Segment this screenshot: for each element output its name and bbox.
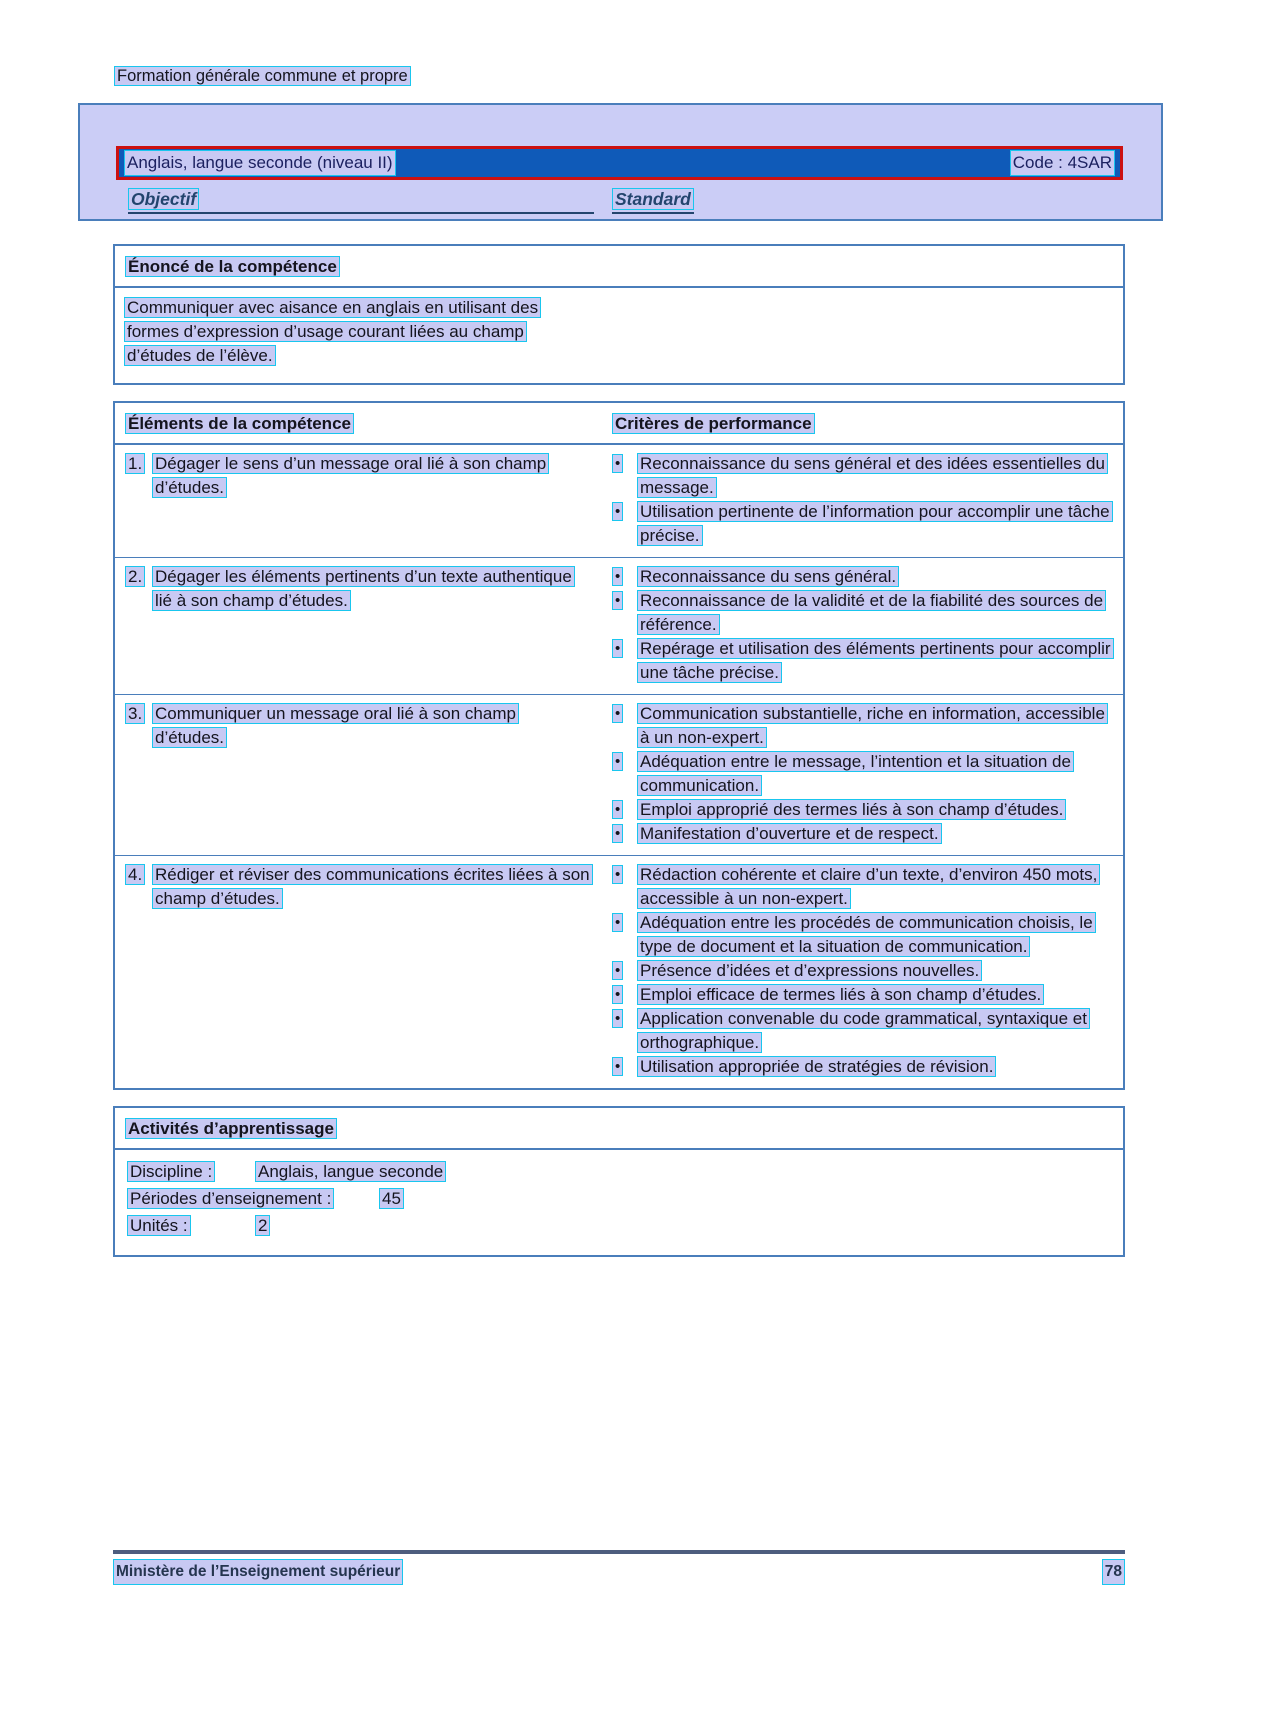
criterion-item bbox=[612, 822, 1113, 846]
bullet-icon: • bbox=[612, 752, 623, 771]
activity-label: Discipline : bbox=[127, 1161, 215, 1182]
criterion-item bbox=[612, 702, 1113, 750]
table-row bbox=[115, 855, 1123, 1088]
course-title-bar bbox=[116, 146, 1123, 180]
bullet-icon: • bbox=[612, 1009, 623, 1028]
criterion-text: Manifestation d’ouverture et de respect. bbox=[637, 823, 942, 844]
criterion-text: Reconnaissance de la validité et de la fiabilité des sources de référence. bbox=[637, 590, 1106, 635]
criterion-item bbox=[612, 637, 1113, 685]
objectif-column-header bbox=[128, 188, 594, 214]
bullet-icon: • bbox=[612, 824, 623, 843]
running-header bbox=[114, 64, 1275, 88]
criteres-heading-text: Critères de performance bbox=[612, 413, 815, 434]
bullet-icon: • bbox=[612, 591, 623, 610]
element-number: 1. bbox=[125, 453, 145, 474]
bullet-icon: • bbox=[612, 1057, 623, 1076]
column-headers-row bbox=[116, 188, 1123, 214]
enonce-heading-text: Énoncé de la compétence bbox=[125, 256, 340, 277]
criterion-text: Emploi efficace de termes liés à son champ d’études. bbox=[637, 984, 1044, 1005]
activity-item bbox=[115, 1185, 1123, 1212]
activities-heading bbox=[115, 1108, 1123, 1150]
criterion-item bbox=[612, 863, 1113, 911]
elements-heading bbox=[125, 412, 612, 436]
criterion-text: Reconnaissance du sens général. bbox=[637, 566, 899, 587]
criteria-cell bbox=[612, 452, 1113, 548]
element-cell bbox=[125, 565, 612, 685]
element-number: 3. bbox=[125, 703, 145, 724]
bullet-icon: • bbox=[612, 704, 623, 723]
objectif-label: Objectif bbox=[128, 188, 199, 210]
activities-heading-text: Activités d’apprentissage bbox=[125, 1118, 337, 1139]
running-header-text: Formation générale commune et propre bbox=[114, 66, 411, 86]
criterion-text: Utilisation appropriée de stratégies de révision. bbox=[637, 1056, 996, 1077]
activity-value: 45 bbox=[379, 1188, 404, 1209]
bullet-icon: • bbox=[612, 502, 623, 521]
criterion-item bbox=[612, 452, 1113, 500]
bullet-icon: • bbox=[612, 961, 623, 980]
page-footer bbox=[113, 1550, 1125, 1585]
elements-heading-text: Éléments de la compétence bbox=[125, 413, 354, 434]
enonce-text: Communiquer avec aisance en anglais en utilisant des formes d’expression d’usage courant liées au champ d’études de l’élève. bbox=[124, 297, 541, 366]
element-text: Dégager les éléments pertinents d’un texte authentique lié à son champ d’études. bbox=[152, 566, 575, 611]
criterion-item bbox=[612, 1007, 1113, 1055]
page-number: 78 bbox=[1102, 1559, 1125, 1585]
criterion-text: Utilisation pertinente de l’information pour accomplir une tâche précise. bbox=[637, 501, 1113, 546]
criterion-text: Présence d’idées et d’expressions nouvelles. bbox=[637, 960, 982, 981]
bullet-icon: • bbox=[612, 865, 623, 884]
bullet-icon: • bbox=[612, 454, 623, 473]
bullet-icon: • bbox=[612, 800, 623, 819]
criterion-text: Repérage et utilisation des éléments pertinents pour accomplir une tâche précise. bbox=[637, 638, 1114, 683]
element-cell bbox=[125, 863, 612, 1079]
criterion-item bbox=[612, 983, 1113, 1007]
activity-label: Périodes d’enseignement : bbox=[127, 1188, 334, 1209]
element-number: 4. bbox=[125, 864, 145, 885]
criterion-text: Rédaction cohérente et claire d’un texte, d’environ 450 mots, accessible à un non-expert. bbox=[637, 864, 1100, 909]
standard-column-header bbox=[612, 188, 694, 214]
table-row bbox=[115, 557, 1123, 694]
criterion-item bbox=[612, 589, 1113, 637]
element-text: Rédiger et réviser des communications écrites liées à son champ d’études. bbox=[152, 864, 593, 909]
criterion-item bbox=[612, 798, 1113, 822]
criteria-cell bbox=[612, 565, 1113, 685]
element-number: 2. bbox=[125, 566, 145, 587]
course-code: Code : 4SAR bbox=[1010, 150, 1115, 176]
bullet-icon: • bbox=[612, 985, 623, 1004]
bullet-icon: • bbox=[612, 913, 623, 932]
criterion-item bbox=[612, 750, 1113, 798]
enonce-box bbox=[113, 244, 1125, 385]
competence-table bbox=[113, 401, 1125, 1090]
criterion-text: Reconnaissance du sens général et des idées essentielles du message. bbox=[637, 453, 1108, 498]
competence-table-header bbox=[115, 403, 1123, 445]
bullet-icon: • bbox=[612, 567, 623, 586]
footer-ministry: Ministère de l’Enseignement supérieur bbox=[113, 1559, 403, 1585]
element-cell bbox=[125, 452, 612, 548]
criteria-cell bbox=[612, 702, 1113, 846]
activity-label: Unités : bbox=[127, 1215, 191, 1236]
element-text: Dégager le sens d’un message oral lié à son champ d’études. bbox=[152, 453, 549, 498]
table-row bbox=[115, 445, 1123, 557]
activity-value: 2 bbox=[255, 1215, 270, 1236]
criterion-text: Communication substantielle, riche en information, accessible à un non-expert. bbox=[637, 703, 1108, 748]
element-text: Communiquer un message oral lié à son champ d’études. bbox=[152, 703, 519, 748]
activity-item bbox=[115, 1158, 1123, 1185]
criterion-text: Emploi approprié des termes liés à son champ d’études. bbox=[637, 799, 1066, 820]
activities-body bbox=[115, 1150, 1123, 1255]
criterion-text: Adéquation entre le message, l’intention et la situation de communication. bbox=[637, 751, 1074, 796]
course-title: Anglais, langue seconde (niveau II) bbox=[124, 150, 396, 176]
criterion-item bbox=[612, 565, 1113, 589]
document-page bbox=[0, 64, 1275, 1715]
criteria-cell bbox=[612, 863, 1113, 1079]
standard-label: Standard bbox=[612, 188, 694, 210]
criterion-text: Application convenable du code grammatical, syntaxique et orthographique. bbox=[637, 1008, 1090, 1053]
course-header-panel bbox=[78, 103, 1163, 221]
criteres-heading bbox=[612, 412, 1113, 436]
criterion-item bbox=[612, 1055, 1113, 1079]
activity-value: Anglais, langue seconde bbox=[255, 1161, 446, 1182]
criterion-text: Adéquation entre les procédés de communication choisis, le type de document et la situation de communication. bbox=[637, 912, 1096, 957]
activity-item bbox=[115, 1212, 1123, 1239]
criterion-item bbox=[612, 500, 1113, 548]
enonce-body bbox=[115, 288, 1123, 383]
activities-box bbox=[113, 1106, 1125, 1257]
enonce-heading bbox=[115, 246, 1123, 288]
element-cell bbox=[125, 702, 612, 846]
criterion-item bbox=[612, 959, 1113, 983]
bullet-icon: • bbox=[612, 639, 623, 658]
criterion-item bbox=[612, 911, 1113, 959]
table-row bbox=[115, 694, 1123, 855]
